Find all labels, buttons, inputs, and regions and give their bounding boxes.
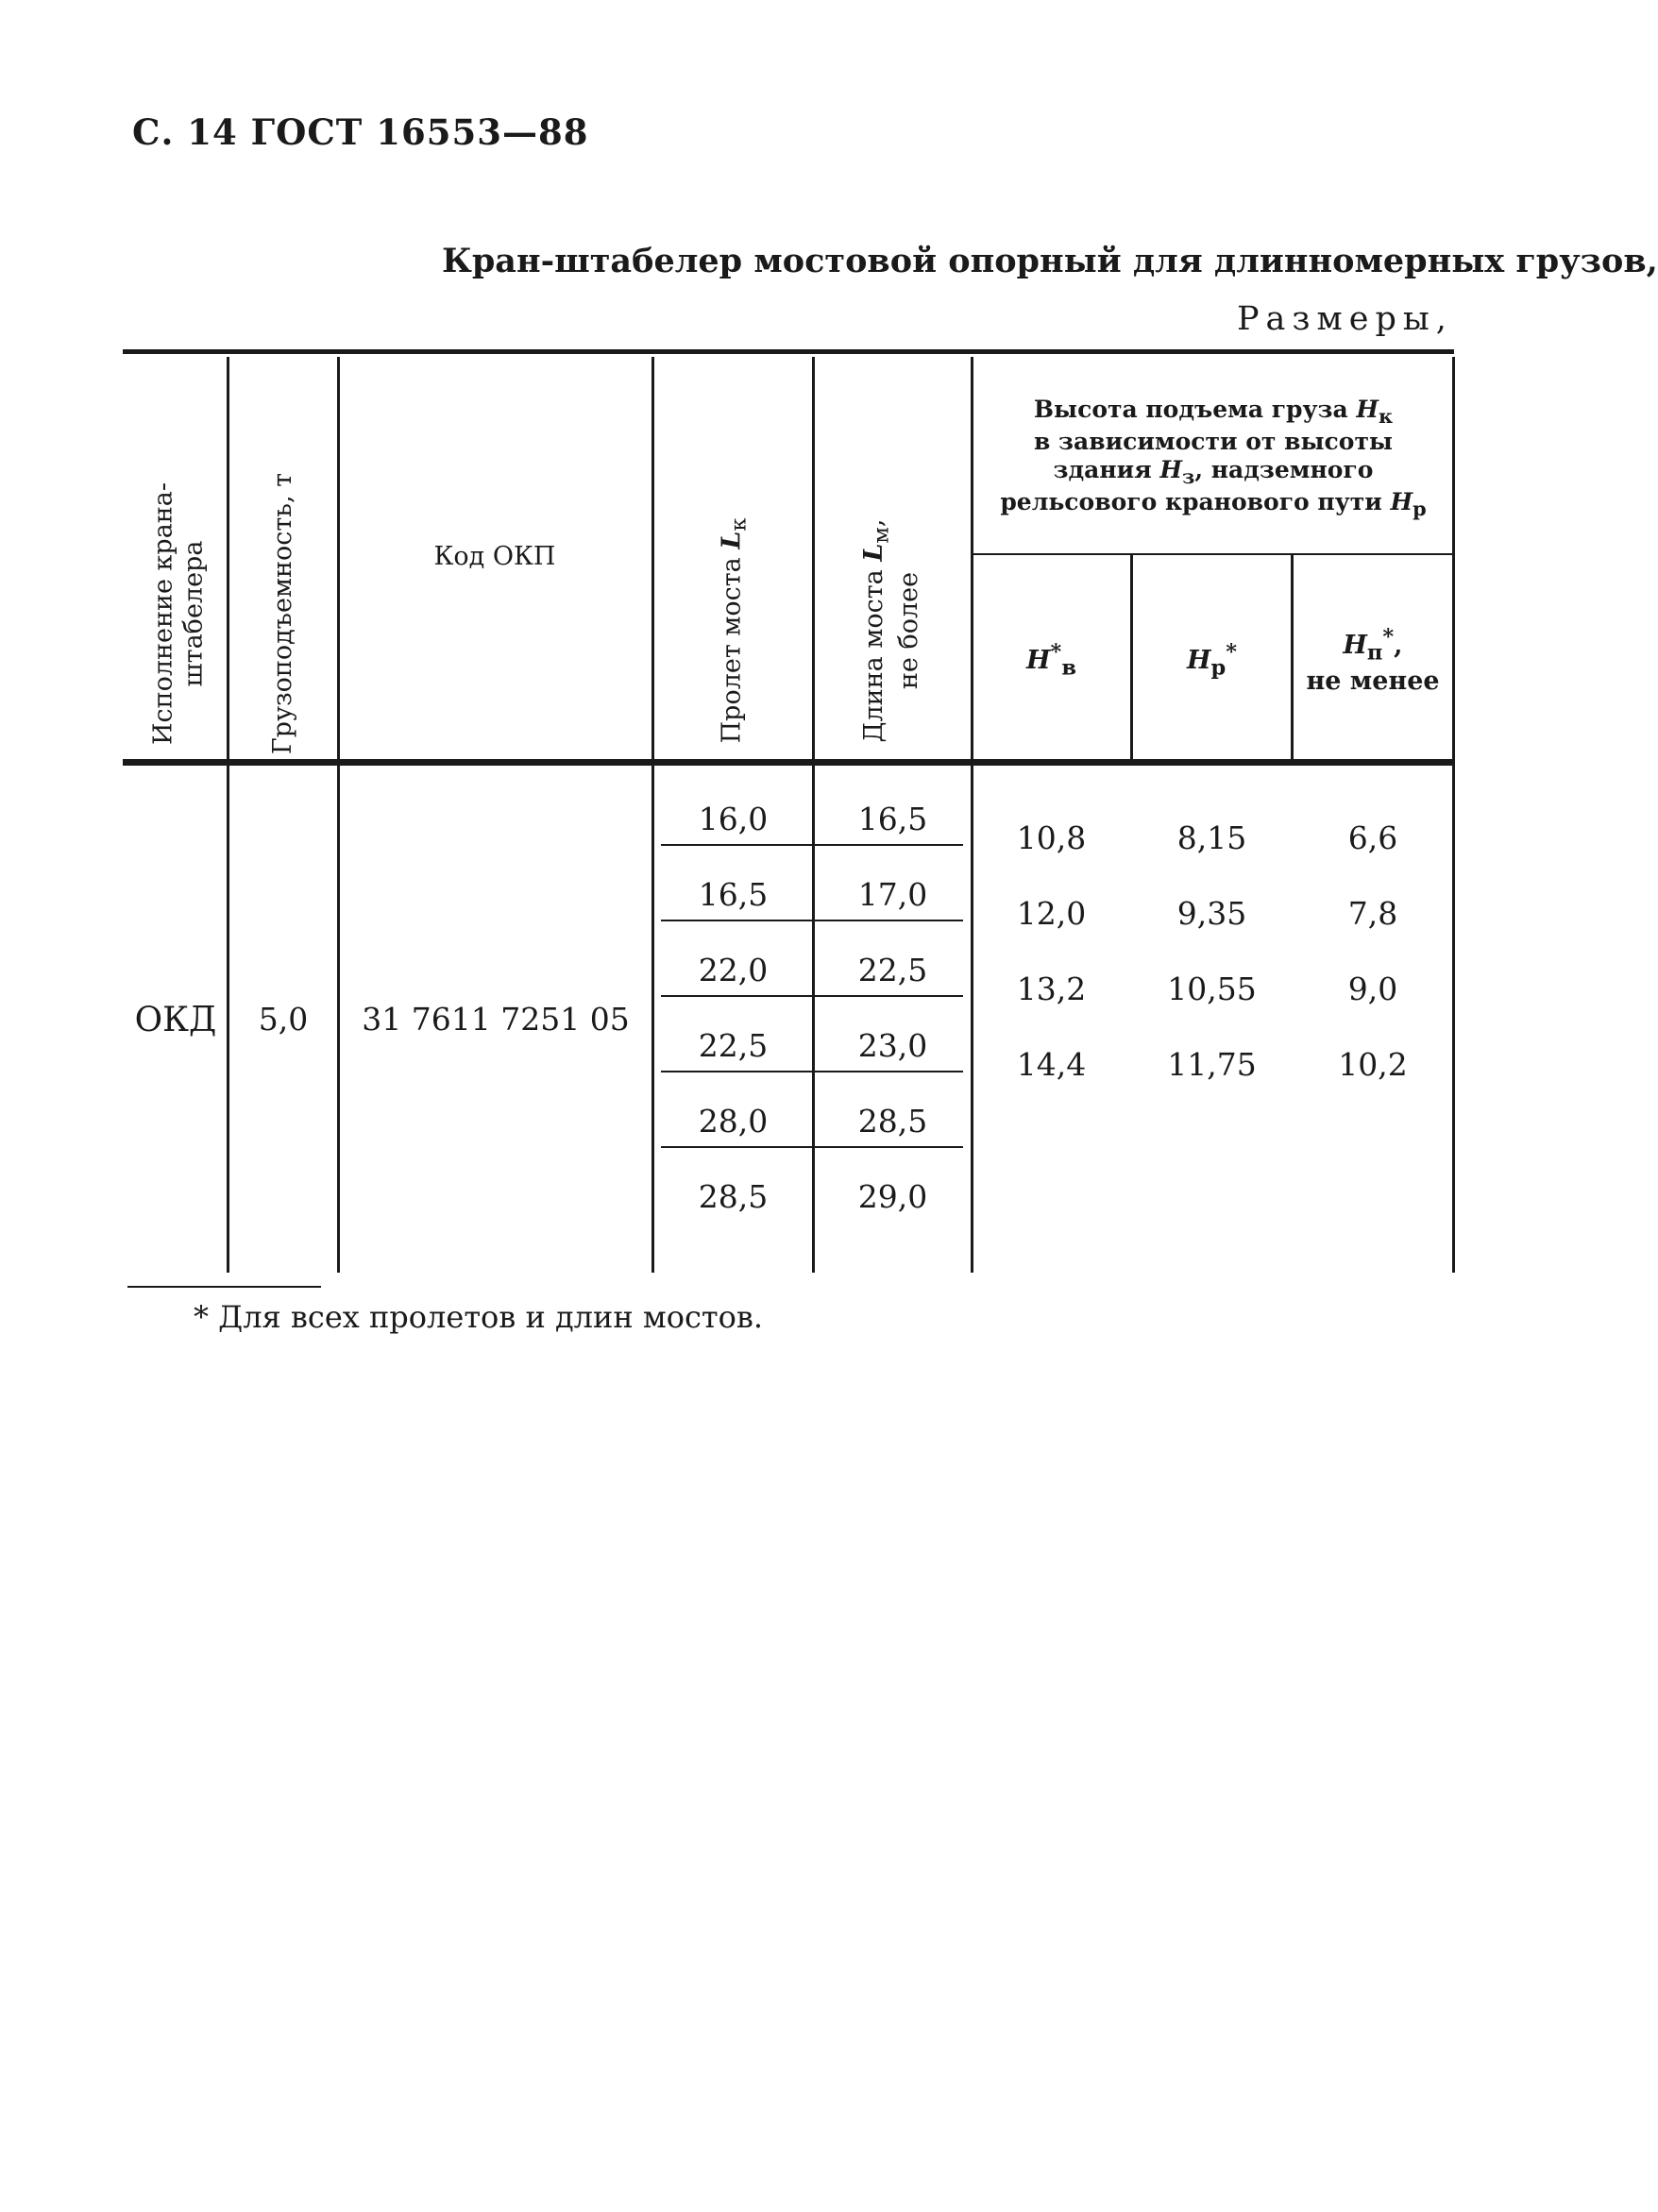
header-lift-group: Высота подъема груза $H_к$ в зависимости от высоты здания $H_з$, надземного рельсового кранового пути $H_р$ [1000,396,1427,520]
cell-okp: 31 7611 7251 05 [362,1001,630,1038]
header-execution: Исполнение крана-штабелера [148,481,209,746]
h-b-cell: 13,2 [1016,971,1087,1007]
header-h-p: $H_п^*$, не менее [1306,625,1440,696]
footnote-rule [127,1286,321,1288]
subrow-rule [661,995,963,997]
span-cell: 28,0 [698,1103,769,1140]
h-b-cell: 12,0 [1016,895,1087,932]
page-header: С. 14 ГОСТ 16553—88 [132,111,589,153]
length-cell: 29,0 [857,1178,928,1215]
col-divider-right [1452,357,1455,1273]
h-p-cell: 7,8 [1347,895,1398,932]
table-subtitle: Размеры, [1237,300,1453,338]
length-cell: 28,5 [857,1103,928,1140]
footnote: * Для всех пролетов и длин мостов. [194,1299,764,1335]
span-cell: 16,0 [698,801,769,837]
h-r-cell: 9,35 [1176,895,1247,932]
h-r-cell: 10,55 [1167,971,1257,1007]
h-r-cell: 8,15 [1176,819,1247,856]
length-cell: 16,5 [857,801,928,837]
span-cell: 16,5 [698,876,769,913]
header-span: Пролет моста $L_к$ [717,517,752,744]
header-h-r: $H_р^*$ [1186,640,1238,681]
h-p-cell: 6,6 [1347,819,1398,856]
h-b-cell: 14,4 [1016,1046,1087,1083]
col-divider-1 [227,357,229,1273]
header-h-b: $H^*_в$ [1026,640,1076,681]
col-divider-5 [971,357,973,1273]
h-r-cell: 11,75 [1167,1046,1257,1083]
cell-capacity: 5,0 [258,1001,309,1038]
length-cell: 22,5 [857,952,928,988]
table-top-rule [123,349,1454,354]
subrow-rule [661,844,963,846]
header-bottom-rule [123,759,1454,766]
header-length: Длина моста $L_м$, не более [859,518,924,743]
span-cell: 28,5 [698,1178,769,1215]
subrow-rule [661,920,963,921]
subrow-rule [661,1146,963,1148]
span-cell: 22,5 [698,1027,769,1064]
table-title: Кран-штабелер мостовой опорный для длинномерных грузов, [442,242,1658,280]
cell-execution: ОКД [134,1001,217,1039]
header-okp: Код ОКП [433,541,556,571]
h-p-cell: 9,0 [1347,971,1398,1007]
length-cell: 23,0 [857,1027,928,1064]
h-b-cell: 10,8 [1016,819,1087,856]
header-capacity: Грузоподъемность, т [267,472,297,755]
span-cell: 22,0 [698,952,769,988]
col-divider-2 [337,357,340,1273]
subrow-rule [661,1071,963,1072]
length-cell: 17,0 [857,876,928,913]
h-p-cell: 10,2 [1338,1046,1408,1083]
lift-group-rule [973,553,1452,555]
